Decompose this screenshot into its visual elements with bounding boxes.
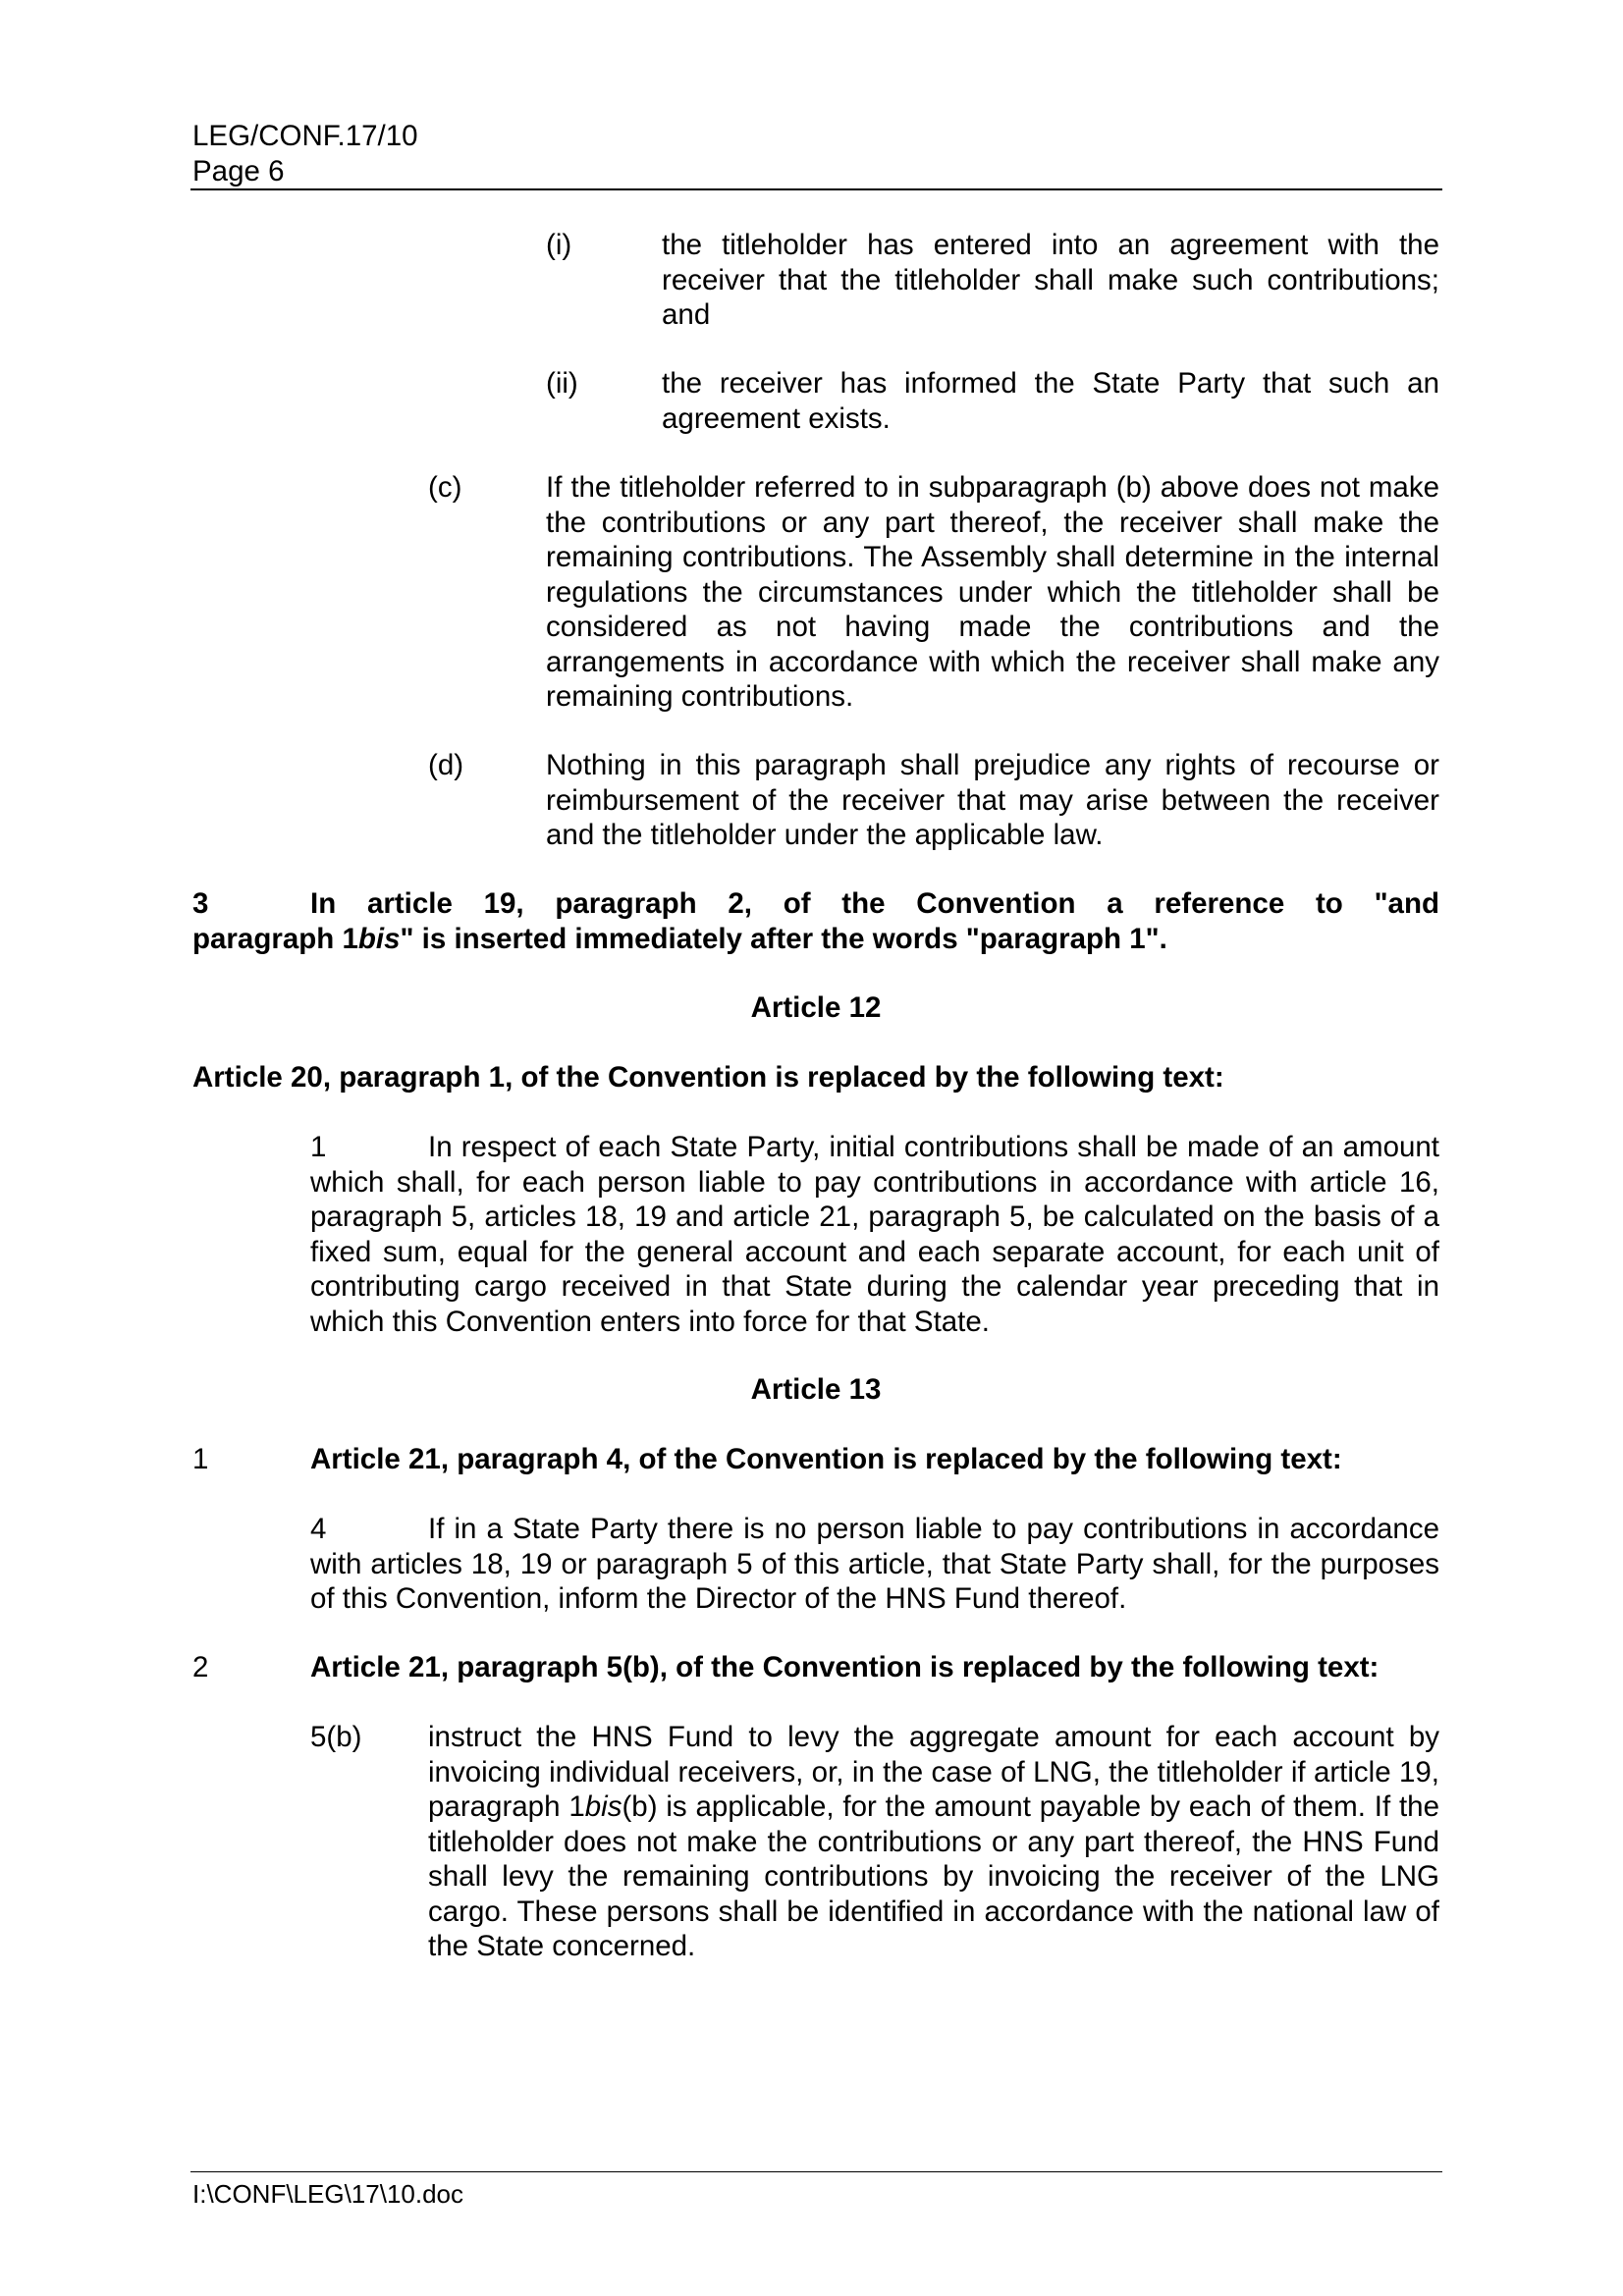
paragraph-3-word: to	[1315, 887, 1343, 920]
article-13-p2-text	[428, 1720, 1439, 1964]
page-number: Page 6	[192, 154, 285, 187]
item-text-ii: the receiver has informed the State Party that such an agreement exists.	[662, 367, 1439, 435]
paragraph-3-line-1-text	[310, 886, 1439, 922]
article-13-p2-sub-number: 5(b)	[310, 1721, 362, 1753]
item-label-c: (c)	[428, 471, 462, 504]
paragraph-3-word: the	[841, 887, 886, 920]
article-12-paragraph-number: 1	[310, 1131, 327, 1163]
p3-line2-post: " is inserted immediately after the words "paragraph 1".	[400, 922, 1167, 955]
paragraph-3-word: article	[366, 887, 453, 920]
article-12-paragraph-text: In respect of each State Party, initial contributions shall be made of an amount which shall, for each person liable to pay contributions in accordance with article 16, paragraph 5, articles 18, 19 and article 21, paragraph 5, be calculated on the basis of a fixed sum, equal for the general account and each separate account, for each unit of contributing cargo received in that State during the calendar year preceding that in which this Convention enters into force for that State.	[310, 1131, 1439, 1338]
paragraph-3-word: In	[310, 887, 337, 920]
paragraph-3-word: Convention	[916, 887, 1076, 920]
p3-line2-pre: paragraph 1	[192, 922, 358, 955]
item-label-d: (d)	[428, 749, 464, 781]
item-text-c: If the titleholder referred to in subparagraph (b) above does not make the contributions or any part thereof, the receiver shall make the remaining contributions. The Assembly shall determine in the internal regulations the circumstances under which the titleholder shall be considered as not having made the contributions and the arrangements in accordance with which the receiver shall make any remaining contributions.	[546, 471, 1439, 713]
paragraph-3-word: paragraph	[555, 887, 697, 920]
paragraph-3-word: of	[783, 887, 811, 920]
paragraph-3-number: 3	[192, 887, 209, 920]
item-text-i: the titleholder has entered into an agreement with the receiver that the titleholder shall make such contributions; and	[662, 229, 1439, 331]
paragraph-3-word: 19,	[483, 887, 524, 920]
p2-text-post: (b) is applicable, for the amount payable by each of them. If the titleholder does not make the contributions or any part thereof, the HNS Fund shall levy the remaining contributions by invoicing the receiver of the LNG cargo. These persons shall be identified in accordance with the national law of the State concerned.	[428, 1790, 1439, 1962]
article-12-heading: Article 12	[750, 991, 882, 1024]
item-text-d: Nothing in this paragraph shall prejudice any rights of recourse or reimbursement of the receiver that may arise between the receiver and the titleholder under the applicable law.	[546, 749, 1439, 851]
p2-text-pre: instruct the HNS Fund to levy the aggregate amount for each account by invoicing individual receivers, or, in the case of LNG, the titleholder if article 19, paragraph 1	[428, 1721, 1439, 1823]
paragraph-3-line-1	[192, 886, 1439, 922]
article-13-p2-number: 2	[192, 1651, 209, 1683]
article-12-intro: Article 20, paragraph 1, of the Convention is replaced by the following text:	[192, 1061, 1224, 1094]
paragraph-3-word: a	[1107, 887, 1123, 920]
article-13-p1-number: 1	[192, 1443, 209, 1475]
article-13-p2-intro: Article 21, paragraph 5(b), of the Convention is replaced by the following text:	[310, 1651, 1380, 1683]
footer-file-path: I:\CONF\LEG\17\10.doc	[192, 2179, 464, 2209]
p2-text-bis: bis	[584, 1790, 622, 1823]
paragraph-3	[192, 886, 1439, 956]
article-13-heading: Article 13	[750, 1373, 882, 1406]
paragraph-3-line-2	[192, 922, 1439, 957]
article-13-p1-text: If in a State Party there is no person liable to pay contributions in accordance with articles 18, 19 or paragraph 5 of this article, that State Party shall, for the purposes of this Convention, inform the Director of the HNS Fund thereof.	[310, 1513, 1439, 1615]
paragraph-3-word: 2,	[728, 887, 752, 920]
page-header	[192, 119, 418, 188]
paragraph-3-word: "and	[1374, 887, 1439, 920]
footer-rule	[190, 2171, 1442, 2172]
article-13-p1-sub-number: 4	[310, 1513, 327, 1545]
item-label-i: (i)	[546, 229, 572, 261]
header-rule	[190, 188, 1442, 190]
paragraph-3-word: reference	[1154, 887, 1285, 920]
article-13-p1-intro: Article 21, paragraph 4, of the Convention is replaced by the following text:	[310, 1443, 1342, 1475]
item-label-ii: (ii)	[546, 367, 578, 400]
p3-line2-bis: bis	[357, 922, 401, 955]
document-reference: LEG/CONF.17/10	[192, 120, 418, 152]
